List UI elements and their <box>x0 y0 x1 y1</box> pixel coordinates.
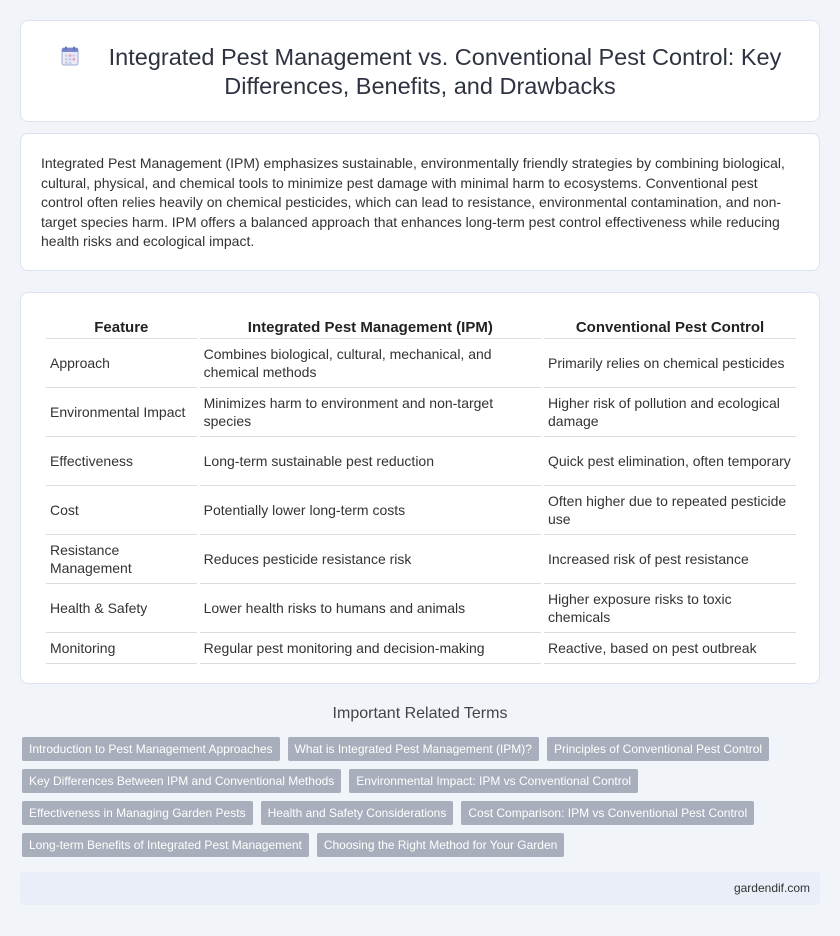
header-feature: Feature <box>46 315 197 339</box>
related-terms-title: Important Related Terms <box>332 705 508 722</box>
table-row <box>46 535 796 584</box>
header-ipm: Integrated Pest Management (IPM) <box>200 315 541 339</box>
feature-cell: Cost <box>46 486 197 535</box>
ipm-cell: Potentially lower long-term costs <box>200 486 541 535</box>
footer <box>20 872 820 905</box>
table-row <box>46 486 796 535</box>
comparison-table <box>43 315 799 664</box>
related-term-link[interactable]: Health and Safety Considerations <box>261 801 454 825</box>
related-term-link[interactable]: What is Integrated Pest Management (IPM)? <box>288 737 539 761</box>
document-icon <box>59 45 81 67</box>
page-title <box>21 43 819 101</box>
intro-paragraph: Integrated Pest Management (IPM) emphasizes sustainable, environmentally friendly strategies by combining biological, cultural, physical, and chemical tools to minimize pest damage with minimal harm to ecosystems. Conventional pest control often relies heavily on chemical pesticides, which can lead to resistance, environmental contamination, and non-target species harm. IPM offers a balanced approach that enhances long-term pest control effectiveness while reducing health risks and ecological impact. <box>41 155 785 250</box>
feature-cell: Monitoring <box>46 633 197 664</box>
conventional-cell: Higher risk of pollution and ecological damage <box>544 388 796 437</box>
conventional-cell: Often higher due to repeated pesticide use <box>544 486 796 535</box>
related-term-link[interactable]: Cost Comparison: IPM vs Conventional Pest Control <box>461 801 754 825</box>
ipm-cell: Long-term sustainable pest reduction <box>200 437 541 486</box>
table-row <box>46 584 796 633</box>
page-title-text: Integrated Pest Management vs. Conventional Pest Control: Key Differences, Benefits, and Drawbacks <box>108 44 782 99</box>
ipm-cell: Reduces pesticide resistance risk <box>200 535 541 584</box>
related-term-link[interactable]: Long-term Benefits of Integrated Pest Management <box>22 833 309 857</box>
conventional-cell: Primarily relies on chemical pesticides <box>544 339 796 388</box>
related-term-link[interactable]: Effectiveness in Managing Garden Pests <box>22 801 253 825</box>
table-row <box>46 437 796 486</box>
comparison-card <box>20 292 820 684</box>
conventional-cell: Increased risk of pest resistance <box>544 535 796 584</box>
related-term-link[interactable]: Principles of Conventional Pest Control <box>547 737 769 761</box>
feature-cell: Resistance Management <box>46 535 197 584</box>
related-term-link[interactable]: Environmental Impact: IPM vs Conventional Control <box>349 769 638 793</box>
header-conventional: Conventional Pest Control <box>544 315 796 339</box>
related-terms-list <box>22 737 812 857</box>
conventional-cell: Higher exposure risks to toxic chemicals <box>544 584 796 633</box>
related-term-link[interactable]: Introduction to Pest Management Approaches <box>22 737 280 761</box>
table-header-row <box>46 315 796 339</box>
ipm-cell: Lower health risks to humans and animals <box>200 584 541 633</box>
table-row <box>46 339 796 388</box>
site-name: gardendif.com <box>733 881 810 895</box>
feature-cell: Effectiveness <box>46 437 197 486</box>
feature-cell: Health & Safety <box>46 584 197 633</box>
ipm-cell: Minimizes harm to environment and non-target species <box>200 388 541 437</box>
table-row <box>46 633 796 664</box>
title-wrap <box>21 43 819 101</box>
feature-cell: Environmental Impact <box>46 388 197 437</box>
table-row <box>46 388 796 437</box>
ipm-cell: Combines biological, cultural, mechanical, and chemical methods <box>200 339 541 388</box>
feature-cell: Approach <box>46 339 197 388</box>
ipm-cell: Regular pest monitoring and decision-making <box>200 633 541 664</box>
intro-card <box>20 133 820 271</box>
conventional-cell: Reactive, based on pest outbreak <box>544 633 796 664</box>
conventional-cell: Quick pest elimination, often temporary <box>544 437 796 486</box>
header-card <box>20 20 820 122</box>
related-term-link[interactable]: Choosing the Right Method for Your Garden <box>317 833 564 857</box>
related-term-link[interactable]: Key Differences Between IPM and Conventional Methods <box>22 769 341 793</box>
